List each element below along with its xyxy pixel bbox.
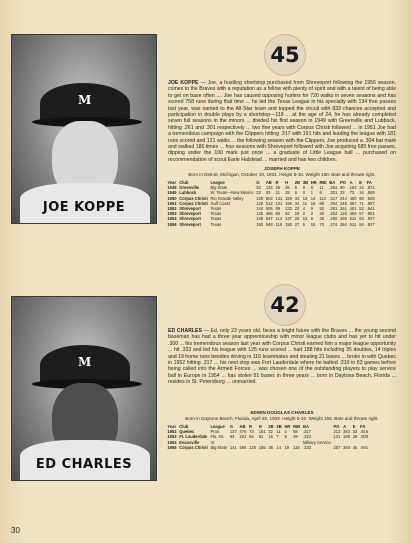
stats-column-header: 2B [294, 180, 300, 185]
stats-cell: 34 [294, 200, 300, 206]
stats-cell: 6 [310, 216, 314, 222]
stats-cell: 185 [258, 444, 266, 450]
cap-logo-icon: M [78, 355, 92, 369]
stats-cell: Greenville [179, 185, 200, 191]
stats-cell: .928 [366, 195, 375, 201]
stats-cell: 33 [256, 185, 261, 191]
stats-cell: 60 [340, 185, 345, 191]
page-number: 30 [11, 526, 20, 535]
stats-cell: 506 [265, 206, 273, 212]
stats-cell: 406 [349, 211, 357, 217]
stats-cell: Corpus Christi [179, 195, 208, 201]
stats-cell: 120 [340, 211, 347, 217]
stats-cell: 455 [265, 211, 273, 217]
stats-cell: 294 [340, 221, 347, 227]
stats-cell: 1952 [167, 429, 177, 435]
stats-cell: 84 [359, 221, 364, 227]
stats-cell: Prov. [210, 429, 220, 435]
stats-column-header: AB [265, 180, 272, 185]
stats-cell: Shreveport [179, 216, 201, 222]
stats-cell: .897 [366, 200, 375, 206]
stats-cell: 137 [285, 216, 292, 222]
stats-cell: 547 [265, 216, 273, 222]
stats-cell: 12 [302, 216, 308, 222]
stats-cell: 156 [285, 200, 292, 206]
stats-cell: 28 [285, 190, 290, 196]
bio-name: JOE KOPPE [168, 80, 199, 86]
stats-cell: Shreveport [179, 221, 201, 227]
stats-column-header: A [343, 424, 347, 429]
stats-cell: Shreveport [179, 206, 201, 212]
stats-cell: Quebec [179, 429, 195, 435]
stats-cell: 1951 [167, 200, 177, 206]
stats-cell: 137 [229, 429, 237, 435]
stats-column-header: League [210, 424, 225, 429]
stats-column-header: A [349, 180, 353, 185]
stats-cell: 19 [284, 444, 289, 450]
stats-cell: Texas [210, 221, 222, 227]
stats-cell: 150 [256, 221, 264, 227]
stats-cell: 73 [249, 429, 254, 435]
stats-cell: 151 [258, 429, 266, 435]
stats-cell: 1952 [167, 206, 177, 212]
stats-column-header: 2B [268, 424, 274, 429]
stats-cell: 52 [359, 206, 364, 212]
stats-cell: Gulf Coast [210, 200, 230, 206]
stats-cell: 29 [352, 434, 358, 440]
stats-cell: 150 [285, 221, 292, 227]
stats-cell: 50 [359, 195, 364, 201]
stats-cell: 502 [265, 195, 273, 201]
stats-cell: 2 [310, 211, 314, 217]
stats-cell: .261 [329, 185, 338, 191]
stats-cell: Texas [210, 216, 222, 222]
stats-cell: 2 [302, 211, 305, 217]
stats-cell: 1950 [167, 195, 177, 201]
stats-cell: .250 [329, 216, 338, 222]
stats-cell: 14 [276, 444, 281, 450]
stats-column-header: BA [329, 180, 336, 185]
stats-cell: 476 [239, 429, 247, 435]
stats-cell: 22 [268, 429, 273, 435]
stats-cell: 511 [349, 216, 357, 222]
stats-cell: Corpus Christi [179, 444, 208, 450]
stats-cell: 19 [294, 211, 300, 217]
stats-column-header: G [256, 180, 260, 185]
stats-column-header: PO [333, 424, 340, 429]
stats-cell: 148 [256, 216, 264, 222]
stats-column-header: BA [302, 424, 309, 429]
stats-cell: III [210, 439, 214, 445]
photo-caption: JOE KOPPE [42, 200, 126, 215]
stats-title: JOSEPH KOPPE [264, 166, 300, 171]
stats-cell: 7 [276, 434, 279, 440]
stats-cell: 1949 [167, 185, 177, 191]
stats-column-header: RBI [293, 424, 301, 429]
stats-cell: 132 [285, 206, 292, 212]
stats-cell: .869 [366, 190, 375, 196]
stats-cell: Evansville [179, 439, 200, 445]
stats-cell: .274 [329, 221, 338, 227]
stats-cell: 144 [256, 206, 264, 212]
stats-cell: 35 [285, 185, 290, 191]
stats-cell: 248 [340, 200, 347, 206]
stats-cell: 141 [229, 444, 237, 450]
stats-cell: 5 [284, 434, 287, 440]
stats-cell: 48 [293, 434, 298, 440]
stats-cell: 2 [284, 429, 287, 435]
stats-cell: 20 [319, 211, 324, 217]
stats-cell: Big State [210, 185, 228, 191]
stats-cell: 1954 [167, 439, 177, 445]
stats-row [166, 434, 369, 439]
stats-cell: 113 [319, 195, 326, 201]
stats-cell: 103 [349, 185, 357, 191]
stats-born-line: Born in Detroit, Michigan, October 19, 1931. Height 5-10. Weight 160. Bats and throws right. [188, 172, 376, 177]
stats-cell: 116 [275, 221, 282, 227]
stats-table [166, 424, 369, 450]
stats-cell: Corpus Christi [179, 200, 208, 206]
stats-cell: .317 [329, 195, 338, 201]
stats-cell: 24 [359, 185, 364, 191]
stats-cell: 57 [359, 211, 364, 217]
stats-column-header: 3B [276, 424, 282, 429]
stats-cell: 131 [275, 195, 283, 201]
stats-cell: 80 [275, 211, 281, 217]
stats-cell: 99 [275, 206, 281, 212]
stats-cell: 383 [343, 429, 350, 435]
stats-cell: 70 [319, 221, 324, 227]
stats-cell: 34 [294, 195, 300, 201]
stats-cell: 15 [310, 221, 316, 227]
stats-cell: 23 [256, 190, 261, 196]
stats-cell: Fla. Int. [210, 434, 225, 440]
stats-column-header: Club [179, 424, 189, 429]
stats-cell: 15 [268, 434, 273, 440]
stats-cell: 26 [275, 185, 281, 191]
stats-cell: 73 [349, 190, 355, 196]
stats-cell: 116 [293, 444, 300, 450]
stats-row [166, 445, 369, 450]
stats-cell: 261 [340, 206, 347, 212]
stats-row [166, 216, 376, 221]
stats-cell: 129 [256, 200, 264, 206]
stats-cell: 9 [319, 190, 322, 196]
stats-column-header: Club [179, 180, 189, 185]
stats-cell: 261 [239, 434, 247, 440]
stats-cell: .261 [329, 206, 338, 212]
stats-column-header: 3B [302, 180, 308, 185]
stats-cell: .927 [366, 221, 375, 227]
stats-cell: 20 [294, 216, 300, 222]
stats-cell: 64 [249, 434, 254, 440]
stats-cell: 46 [352, 444, 358, 450]
stats-column-header: H [285, 180, 289, 185]
stats-column-header: Year [167, 180, 177, 185]
stats-cell: 1953 [167, 434, 177, 440]
stats-cell: 1956 [167, 221, 177, 227]
stats-cell: 93 [265, 190, 271, 196]
stats-column-header: FA [360, 424, 366, 429]
stats-cell: .301 [329, 190, 338, 196]
stats-cell: 16 [310, 200, 316, 206]
stats-cell: 267 [333, 444, 341, 450]
stats-cell: 52 [319, 206, 324, 212]
stats-cell: .872 [366, 185, 375, 191]
stats-cell: 58 [293, 429, 298, 435]
stats-cell: 71 [359, 200, 364, 206]
stats-cell: 1953 [167, 211, 177, 217]
player-bio [168, 80, 396, 163]
stats-column-header: G [229, 424, 234, 429]
stats-cell: Ft. Lauderdale [179, 434, 208, 440]
stats-column-header: RBI [319, 180, 327, 185]
stats-title: EDWIN DOUGLAS CHARLES [250, 410, 314, 415]
stats-table [166, 180, 376, 227]
stats-cell: .310 [302, 434, 311, 440]
stats-cell: .304 [329, 200, 338, 206]
stats-cell: 0 [302, 185, 305, 191]
stats-cell: 14 [310, 195, 316, 201]
player-photo-koppe [11, 34, 157, 224]
stats-cell: .204 [329, 211, 338, 217]
stats-cell: 131 [275, 200, 283, 206]
stats-cell: 548 [265, 221, 273, 227]
bio-text: — Ed, only 23 years old, faces a bright future with the Braves ... the young second baseman has had a three year apprenticeship with minor league clubs and has yet to hit under .300 ... his tremendous season last year with Corpus Christi earned him a major league opportunity ... hit .333 and led his league with 125 runs scored ... had 188 hits including 35 doubles, 14 triples and 19 home runs besides driving in 116 teammates and stealing 21 bases ... broke in with Quebec in 1952 hitting .317 ... his next stop was Fort Lauderdale where he batted .310 in 63 games before being called into the Armed Forces ... was chosen one of the outstanding players to play service ball in Europe in 1954 ... has stolen 51 bases in three years ... born in Daytona Beach, Florida ... resides in St. Petersburg ... unmarried. [168, 328, 397, 386]
stats-cell: 11 [276, 429, 281, 435]
stats-cell: .317 [302, 429, 311, 435]
stats-cell: .333 [302, 444, 311, 450]
stats-cell: 159 [285, 195, 292, 201]
stats-cell: 23 [294, 206, 300, 212]
stats-cell: 0 [302, 190, 305, 196]
stats-column-header: AB [239, 424, 246, 429]
stats-cell: 512 [265, 200, 273, 206]
stats-cell: 400 [349, 195, 357, 201]
stats-cell: 35 [319, 216, 324, 222]
stats-column-header: E [359, 180, 363, 185]
stats-cell: .941 [366, 206, 375, 212]
stats-cell: 35 [268, 444, 273, 450]
stats-cell: 9 [310, 206, 314, 212]
stats-cell: Texas [210, 211, 222, 217]
stats-cell: 114 [275, 216, 282, 222]
stats-born-line: Born in Daytona Beach, Florida, April 29, 1933. Height 5-10. Weight 165. Bats and throws right. [185, 416, 379, 421]
stats-column-header: H [258, 424, 262, 429]
stats-cell: 81 [258, 434, 264, 440]
stats-cell: 129 [256, 195, 264, 201]
stats-cell: 1 [310, 190, 314, 196]
stats-cell: 33 [340, 190, 345, 196]
stats-cell: .901 [366, 211, 375, 217]
stats-cell: .927 [366, 216, 375, 222]
stats-column-header: League [210, 180, 225, 185]
stats-column-header: R [275, 180, 279, 185]
photo-caption: ED CHARLES [35, 457, 133, 472]
stats-cell: 186 [343, 434, 350, 440]
stats-cell: .900 [360, 434, 369, 440]
stats-column-header: HR [284, 424, 291, 429]
stats-cell: 135 [256, 211, 264, 217]
cap-logo-icon: M [78, 93, 92, 107]
stats-column-header: HR [310, 180, 317, 185]
stats-cell: 555 [239, 444, 247, 450]
stats-cell: 63 [359, 216, 364, 222]
stats-cell: 4 [302, 206, 305, 212]
stats-cell: Lubbock [179, 190, 197, 196]
stats-cell: 63 [229, 434, 235, 440]
stats-cell: 0 [310, 185, 314, 191]
stats-column-header: FA [366, 180, 372, 185]
stats-cell: 27 [294, 221, 300, 227]
stats-cell: .941 [360, 444, 369, 450]
bio-text: — Joe, a hustling shortstop purchased from Shreveport following the 1956 season, comes to the Braves with a reputation as a fellow with plenty of spirit and with a talent of being able to get on base often .... Joe has caused opposing hurlers for 720 walks in seven seasons and has scored 758 runs during that time ... he led the Texas League in his specialty with 134 free passes last year, was named to the All-Star team and topped the circuit with 833 chances accepted and participation in double plays by a shortstop—118 ... at the age of 24, he has already completed seven full seasons in the minors ... divided his first season in 1949 with Greenville and Lubbock, hitting .261 and .301 respectively ... two fine years with Corpus Christi followed ... in 1951 Joe had a tremendous campaign with the Clippers hitting .317 with 191 hits and leading the league with 181 runs scored and 121 walks ... the following season with the Clippers, Joe produced a .304 bat mark and walked 186 times ... four seasons with Shreveport followed with Joe acquiring 685 free passes, dipping under the 100 mark just once ... a graduate of Little League ball ... purchased on recommendation of scout Earle Halstead ... married and has two children. [168, 80, 397, 163]
stats-cell: 393 [343, 444, 350, 450]
player-bio [168, 328, 396, 386]
stats-cell: .916 [360, 429, 369, 435]
bio-name: ED CHARLES [168, 328, 202, 334]
stats-cell: 131 [333, 434, 341, 440]
stats-cell: Shreveport [179, 211, 201, 217]
stats-cell: 1949 [167, 190, 177, 196]
stats-cell: 511 [349, 221, 357, 227]
stats-column-header: E [352, 424, 356, 429]
stats-cell: W. Texas—New Mexico [210, 190, 254, 196]
stats-cell: 5 [294, 185, 297, 191]
stats-cell: 6 [294, 190, 297, 196]
stats-cell: Rio Grande Valley [210, 195, 244, 201]
stats-cell: Military Service [302, 439, 331, 445]
stats-column-header: R [249, 424, 253, 429]
stats-cell: 33 [352, 429, 358, 435]
stats-column-header: PO [340, 180, 346, 185]
stats-cell: 5 [302, 221, 305, 227]
stats-cell: Big State [210, 444, 228, 450]
stats-cell: 461 [349, 206, 357, 212]
stats-cell: Texas [210, 206, 222, 212]
stats-cell: 11 [302, 200, 307, 206]
stats-cell: 125 [249, 444, 256, 450]
stats-cell: 134 [265, 185, 273, 191]
stats-cell: 1956 [167, 444, 177, 450]
player-photo-charles [11, 296, 157, 481]
stats-cell: 13 [302, 195, 308, 201]
stats-column-header: Year [167, 424, 177, 429]
stats-cell: 11 [319, 185, 324, 191]
uniform-number-badge: 45 [264, 34, 306, 76]
stats-cell: 244 [340, 195, 347, 201]
uniform-number-badge: 42 [264, 284, 306, 326]
stats-cell: 93 [285, 211, 290, 217]
stats-cell: 21 [275, 190, 281, 196]
stats-cell: 367 [349, 200, 357, 206]
stats-cell: 213 [333, 429, 341, 435]
stats-row [166, 222, 376, 227]
stats-cell: 296 [340, 216, 347, 222]
stats-cell: 1954 [167, 216, 177, 222]
stats-cell: 69 [319, 200, 324, 206]
stats-cell: 16 [359, 190, 364, 196]
